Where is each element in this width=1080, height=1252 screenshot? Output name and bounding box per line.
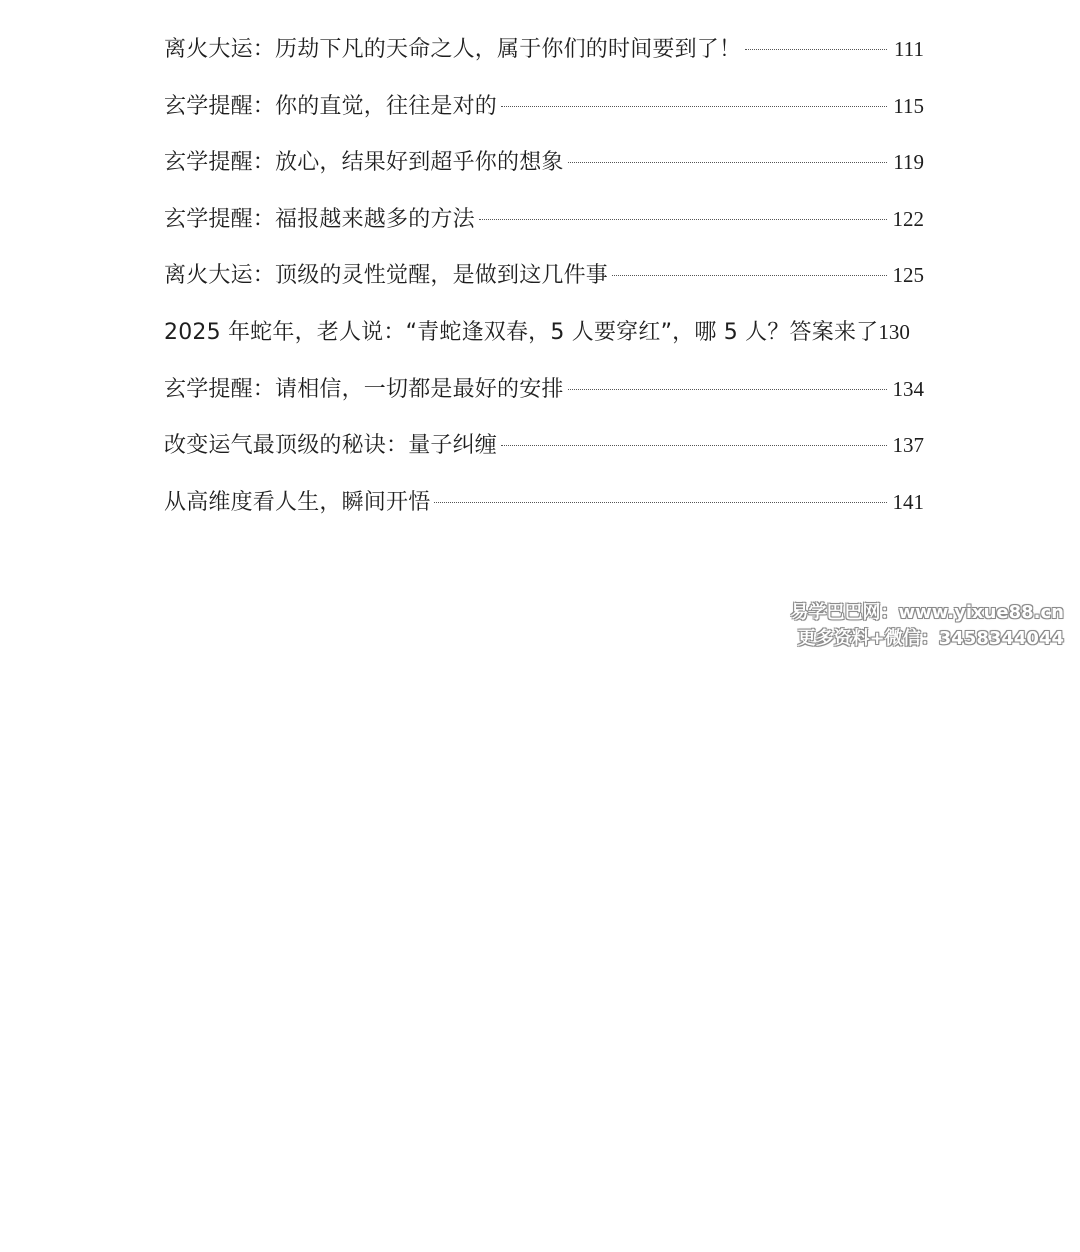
toc-entry-page: 115 xyxy=(893,93,924,118)
toc-entry[interactable] xyxy=(164,361,924,418)
toc-entry-page: 122 xyxy=(892,206,924,231)
toc-entry[interactable] xyxy=(164,191,924,248)
toc-entry-page: 137 xyxy=(892,433,924,458)
dot-leader xyxy=(434,502,887,503)
dot-leader xyxy=(745,49,887,50)
toc-entry-page: 125 xyxy=(892,263,924,288)
toc-entry-page: 111 xyxy=(894,37,924,61)
toc-entry-title: 改变运气最顶级的秘诀：量子纠缠 xyxy=(164,433,498,459)
watermark-line-site: 易学巴巴网：www.yixue88.cn xyxy=(790,602,1064,623)
toc-entry-title: 从高维度看人生，瞬间开悟 xyxy=(164,489,431,515)
toc-entry-title: 玄学提醒：你的直觉，往往是对的 xyxy=(164,93,498,119)
toc-entry-title: 离火大运：历劫下凡的天命之人，属于你们的时间要到了！ xyxy=(164,37,742,62)
dot-leader xyxy=(612,275,887,276)
toc-entry-page: 141 xyxy=(892,489,924,514)
toc-entry-title: 玄学提醒：福报越来越多的方法 xyxy=(164,206,475,232)
toc-entry[interactable] xyxy=(164,21,924,78)
dot-leader xyxy=(501,106,887,107)
toc-entry[interactable] xyxy=(164,247,924,304)
dot-leader xyxy=(479,219,887,220)
toc-entry-page: 119 xyxy=(893,150,924,175)
dot-leader xyxy=(568,389,887,390)
dot-leader xyxy=(568,162,887,163)
toc-entry-title: 2025 年蛇年，老人说：“青蛇逢双春，5 人要穿红”，哪 5 人？答案来了 xyxy=(164,319,879,345)
toc-entry[interactable] xyxy=(164,304,924,361)
toc-entry-title: 玄学提醒：请相信，一切都是最好的安排 xyxy=(164,376,564,402)
toc-entry[interactable] xyxy=(164,417,924,474)
toc-entry[interactable] xyxy=(164,134,924,191)
watermark-line-contact: 更多资料+微信：3458344044 xyxy=(797,628,1064,649)
toc-entry[interactable] xyxy=(164,78,924,135)
toc-entry-title: 离火大运：顶级的灵性觉醒，是做到这几件事 xyxy=(164,263,609,289)
dot-leader xyxy=(501,445,887,446)
table-of-contents xyxy=(164,21,924,530)
toc-entry-title: 玄学提醒：放心，结果好到超乎你的想象 xyxy=(164,150,564,176)
toc-entry-page: 130 xyxy=(878,319,910,344)
watermark xyxy=(791,600,1064,652)
toc-entry[interactable] xyxy=(164,474,924,531)
toc-entry-page: 134 xyxy=(892,376,924,401)
